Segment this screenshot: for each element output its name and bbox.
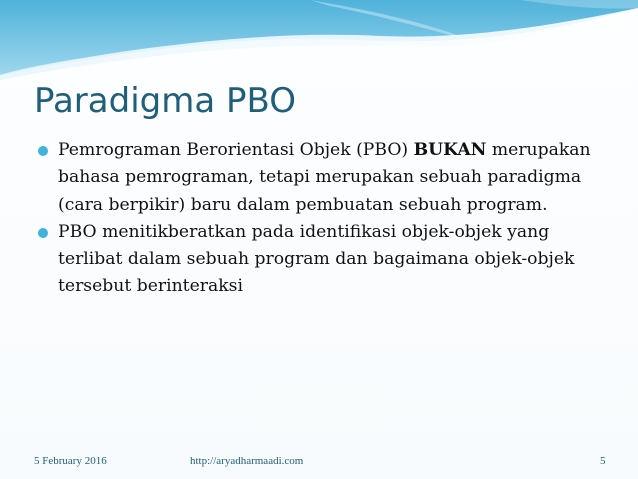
bullet-text-continued: merupakan bahasa pemrograman, tetapi merupakan sebuah paradigma (cara berpikir) baru dalam pembuatan sebuah program. bbox=[58, 140, 591, 215]
footer-date: 5 February 2016 bbox=[34, 455, 107, 467]
header-wave-decoration bbox=[0, 0, 638, 80]
bullet-item bbox=[38, 219, 598, 301]
footer-url: http://aryadharmaadi.com bbox=[190, 455, 304, 467]
bullet-item bbox=[38, 137, 598, 219]
bullet-list bbox=[38, 137, 598, 301]
bullet-icon bbox=[38, 146, 48, 156]
bullet-text: Pemrograman Berorientasi Objek (PBO) bbox=[58, 140, 414, 160]
footer-page-number: 5 bbox=[600, 455, 606, 467]
bullet-icon bbox=[38, 228, 48, 238]
slide-title: Paradigma PBO bbox=[34, 81, 296, 121]
bullet-text: PBO menitikberatkan pada identifikasi objek-objek yang terlibat dalam sebuah program dan bagaimana objek-objek tersebut berinteraksi bbox=[58, 221, 575, 297]
bullet-bold-text: BUKAN bbox=[413, 140, 487, 160]
